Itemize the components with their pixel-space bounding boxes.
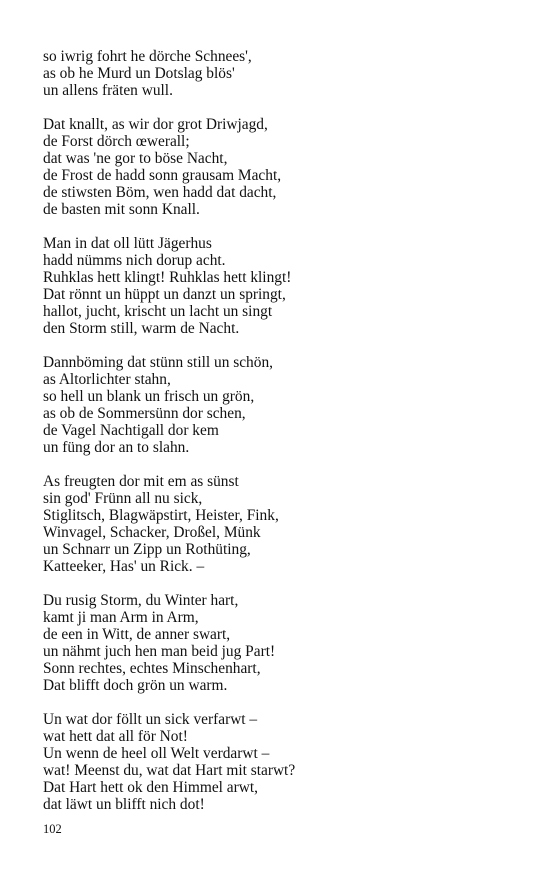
poem-line: dat was 'ne gor to böse Nacht, — [43, 150, 228, 167]
poem-line: Un wat dor föllt un sick verfarwt – — [43, 711, 258, 728]
poem-line: Dannböming dat stünn still un schön, — [43, 354, 273, 371]
poem-line: Dat knallt, as wir dor grot Driwjagd, — [43, 116, 268, 133]
poem-line: sin god' Frünn all nu sick, — [43, 490, 203, 507]
poem-line: un füng dor an to slahn. — [43, 439, 190, 456]
poem-line: Dat Hart hett ok den Himmel arwt, — [43, 779, 258, 796]
poem-line: Dat rönnt un hüppt un danzt un springt, — [43, 286, 286, 303]
stanza — [43, 354, 513, 456]
poem-line: Ruhklas hett klingt! Ruhklas hett klingt! — [43, 269, 292, 286]
poem-line: dat läwt un blifft nich dot! — [43, 796, 205, 813]
stanza — [43, 473, 513, 575]
poem-line: de Forst dörch œwerall; — [43, 133, 190, 150]
poem-line: Un wenn de heel oll Welt verdarwt – — [43, 745, 270, 762]
poem-line: so iwrig fohrt he dörche Schnees', — [43, 48, 252, 65]
poem-line: wat! Meenst du, wat dat Hart mit starwt? — [43, 762, 296, 779]
stanza — [43, 116, 513, 218]
poem-line: so hell un blank un frisch un grön, — [43, 388, 255, 405]
poem-line: un nähmt juch hen man beid jug Part! — [43, 643, 276, 660]
poem-line: as ob de Sommersünn dor schen, — [43, 405, 246, 422]
poem-line: wat hett dat all för Not! — [43, 728, 188, 745]
stanza — [43, 235, 513, 337]
poem-line: un Schnarr un Zipp un Rothüting, — [43, 541, 251, 558]
poem-line: de een in Witt, de anner swart, — [43, 626, 231, 643]
poem-line: de basten mit sonn Knall. — [43, 201, 200, 218]
poem-line: Winvagel, Schacker, Droßel, Münk — [43, 524, 261, 541]
poem-line: de Vagel Nachtigall dor kem — [43, 422, 219, 439]
poem-line: Dat blifft doch grön un warm. — [43, 677, 228, 694]
poem-line: hallot, jucht, krischt un lacht un singt — [43, 303, 273, 320]
poem-line: Man in dat oll lütt Jägerhus — [43, 235, 212, 252]
poem-line: den Storm still, warm de Nacht. — [43, 320, 240, 337]
stanza — [43, 592, 513, 694]
poem-line: Du rusig Storm, du Winter hart, — [43, 592, 239, 609]
page-number: 102 — [43, 822, 62, 836]
stanza — [43, 48, 513, 99]
poem-line: as ob he Murd un Dotslag blös' — [43, 65, 235, 82]
poem-line: as Altorlichter stahn, — [43, 371, 171, 388]
poem-line: As freugten dor mit em as sünst — [43, 473, 239, 490]
poem-line: un allens fräten wull. — [43, 82, 173, 99]
poem-line: Sonn rechtes, echtes Minschenhart, — [43, 660, 261, 677]
poem-line: Katteeker, Has' un Rick. – — [43, 558, 205, 575]
poem-line: de Frost de hadd sonn grausam Macht, — [43, 167, 282, 184]
poem-line: hadd nümms nich dorup acht. — [43, 252, 226, 269]
poem-line: Stiglitsch, Blagwäpstirt, Heister, Fink, — [43, 507, 279, 524]
poem-text — [43, 48, 513, 813]
poem-line: de stiwsten Böm, wen hadd dat dacht, — [43, 184, 277, 201]
stanza — [43, 711, 513, 813]
poem-line: kamt ji man Arm in Arm, — [43, 609, 199, 626]
